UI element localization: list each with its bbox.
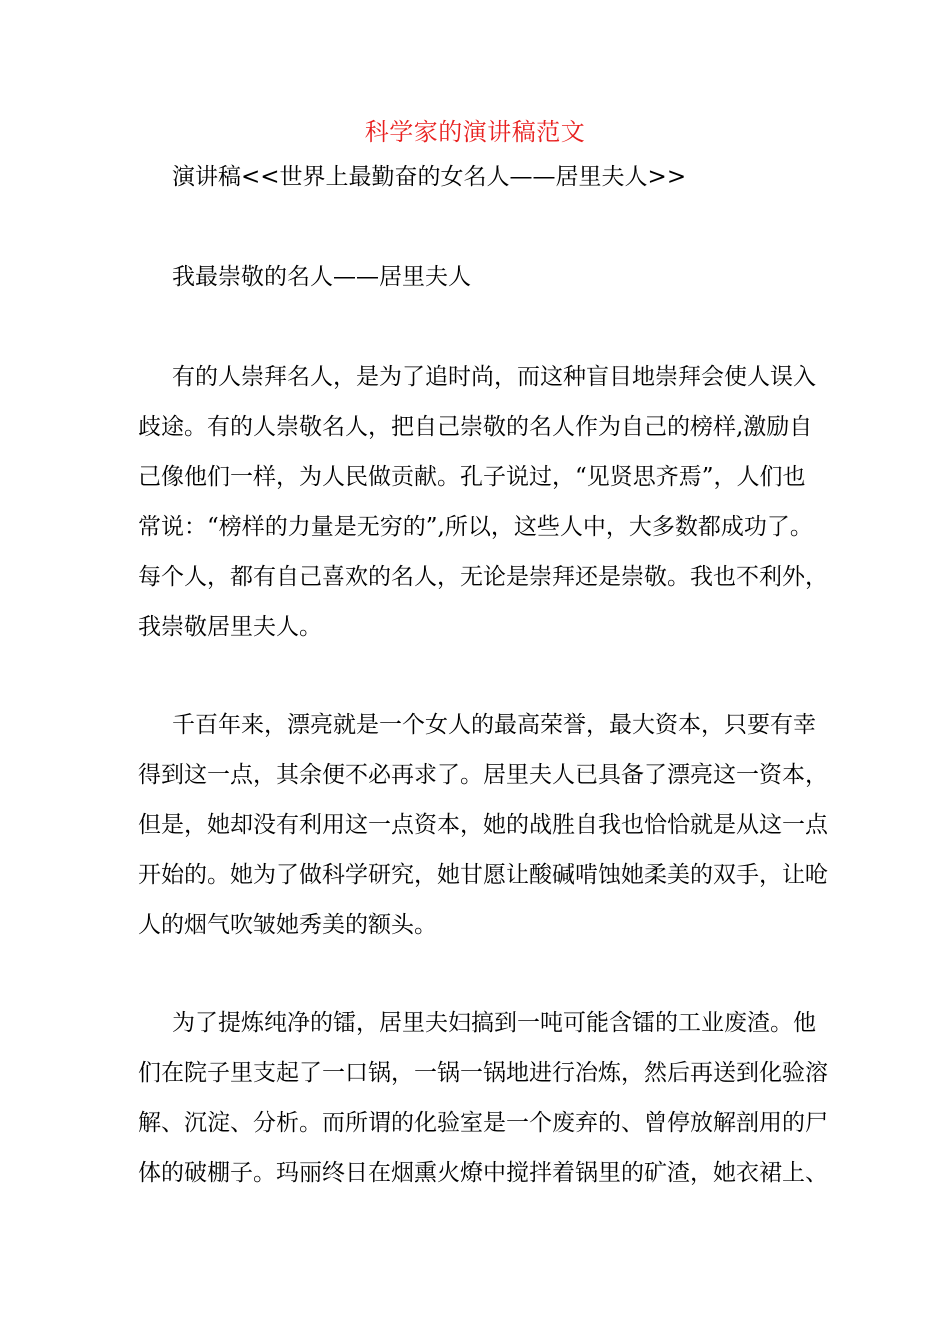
document-title: 科学家的演讲稿范文 — [364, 118, 586, 146]
paragraph-line: 人的烟气吹皱她秀美的额头。 — [138, 912, 437, 938]
paragraph-line: 们在院子里支起了一口锅，一锅一锅地进行冶炼，然后再送到化验溶 — [138, 1060, 828, 1086]
paragraph-line: 为了提炼纯净的镭，居里夫妇搞到一吨可能含镭的工业废渣。他 — [172, 1010, 816, 1036]
paragraph-line: 开始的。她为了做科学研究，她甘愿让酸碱啃蚀她柔美的双手，让呛 — [138, 862, 828, 888]
paragraph-3 — [138, 998, 828, 1198]
paragraph-line: 解、沉淀、分析。而所谓的化验室是一个废弃的、曾停放解剖用的尸 — [138, 1110, 828, 1136]
paragraph-line: 歧途。有的人崇敬名人，把自己崇敬的名人作为自己的榜样,激励自 — [138, 414, 813, 440]
paragraph-line: 己像他们一样，为人民做贡献。孔子说过，“见贤思齐焉”，人们也 — [138, 464, 806, 490]
paragraph-2 — [138, 700, 828, 950]
paragraph-line: 每个人，都有自己喜欢的名人，无论是崇拜还是崇敬。我也不利外， — [138, 564, 828, 590]
speech-heading — [138, 252, 812, 302]
paragraph-line: 我崇敬居里夫人。 — [138, 614, 322, 640]
paragraph-line: 但是，她却没有利用这一点资本，她的战胜自我也恰恰就是从这一点 — [138, 812, 828, 838]
paragraph-line: 体的破棚子。玛丽终日在烟熏火燎中搅拌着锅里的矿渣，她衣裙上、 — [138, 1160, 828, 1186]
paragraph-line: 得到这一点，其余便不必再求了。居里夫人已具备了漂亮这一资本， — [138, 762, 828, 788]
heading-line: 我最崇敬的名人——居里夫人 — [172, 264, 471, 290]
paragraph-1 — [138, 352, 828, 652]
paragraph-line: 千百年来，漂亮就是一个女人的最高荣誉，最大资本，只要有幸 — [172, 712, 816, 738]
paragraph-line: 常说：“榜样的力量是无穷的”,所以，这些人中，大多数都成功了。 — [138, 514, 813, 540]
paragraph-line: 有的人崇拜名人，是为了追时尚，而这种盲目地崇拜会使人误入 — [172, 364, 816, 390]
subtitle-line: 演讲稿<<世界上最勤奋的女名人——居里夫人>> — [172, 164, 687, 190]
speech-subtitle — [138, 152, 812, 202]
